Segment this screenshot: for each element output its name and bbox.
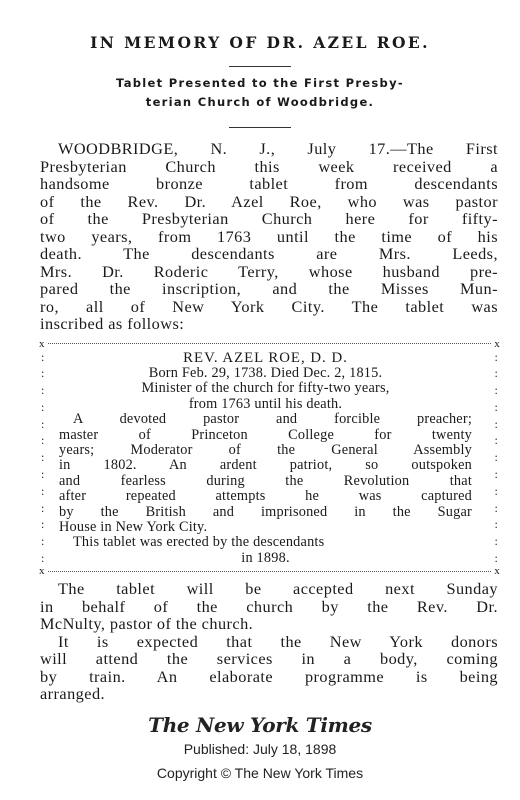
- article-lead-paragraph: [40, 140, 498, 333]
- tablet-text: [59, 351, 472, 567]
- side-mark: :: [41, 366, 45, 381]
- side-mark: :: [494, 517, 498, 532]
- side-mark: :: [494, 483, 498, 498]
- body-line: of the Rev. Dr. Azel Roe, who was pastor: [40, 191, 498, 211]
- corner-mark: x: [39, 565, 45, 578]
- corner-mark: x: [494, 337, 500, 350]
- tablet-tribute-line: years; Moderator of the General Assembly: [59, 441, 472, 458]
- body-line: in behalf of the church by the Rev. Dr.: [40, 596, 498, 616]
- dotted-rule: [48, 343, 492, 344]
- subhead-line: Tablet Presented to the First Presby-: [116, 76, 404, 90]
- body-line: McNulty, pastor of the church.: [40, 614, 254, 634]
- subhead-divider: [229, 127, 291, 128]
- published-date: Published: July 18, 1898: [183, 741, 337, 757]
- tablet-bottom-border: [39, 566, 500, 576]
- side-mark: :: [494, 534, 498, 549]
- tablet-tribute-line: in 1802. An ardent patriot, so outspoken: [59, 457, 472, 474]
- article-subhead: [0, 74, 520, 112]
- side-mark: :: [494, 450, 498, 465]
- tablet-tribute-line: and fearless during the Revolution that: [59, 472, 472, 489]
- side-mark: :: [494, 383, 498, 398]
- body-line: of the Presbyterian Church here for fifty-: [40, 209, 498, 228]
- side-mark: :: [41, 399, 45, 414]
- tablet-ministry-line: Minister of the church for fifty-two years,: [141, 380, 390, 397]
- tablet-inscription: [39, 339, 500, 577]
- body-line: ro, all of New York City. The tablet was: [40, 296, 498, 316]
- side-mark: :: [41, 517, 45, 532]
- body-line: two years, from 1763 until the time of his: [40, 226, 498, 246]
- body-line: death. The descendants are Mrs. Leeds,: [40, 244, 498, 263]
- body-line: pared the inscription, and the Misses Mun-: [40, 279, 498, 298]
- subhead-line: terian Church of Woodbridge.: [145, 95, 375, 109]
- headline-divider: [229, 66, 291, 67]
- body-line: Presbyterian Church this week received a: [40, 156, 498, 176]
- side-mark: :: [494, 416, 498, 431]
- body-line: Mrs. Dr. Roderic Terry, whose husband pre-: [40, 261, 498, 281]
- side-mark: :: [494, 433, 498, 448]
- side-mark: :: [494, 500, 498, 515]
- dotted-rule: [48, 571, 492, 572]
- tablet-tribute-line: after repeated attempts he was captured: [59, 488, 472, 505]
- tablet-top-border: [39, 339, 500, 349]
- tablet-left-border: [41, 351, 49, 565]
- body-line: The tablet will be accepted next Sunday: [58, 579, 498, 599]
- tablet-tribute-line: by the British and imprisoned in the Sugar: [59, 503, 472, 520]
- tablet-tribute-line: House in New York City.: [59, 518, 208, 535]
- side-mark: :: [41, 500, 45, 515]
- body-line: handsome bronze tablet from descendants: [40, 174, 498, 193]
- tablet-erected-line: This tablet was erected by the descendants: [73, 534, 325, 551]
- article-closing-paragraphs: [40, 580, 498, 703]
- side-mark: :: [494, 366, 498, 381]
- tablet-tribute-line: A devoted pastor and forcible preacher;: [73, 411, 472, 428]
- side-mark: :: [41, 551, 45, 566]
- corner-mark: x: [39, 337, 45, 350]
- side-mark: :: [41, 383, 45, 398]
- body-line: It is expected that the New York donors: [58, 631, 498, 651]
- body-line: will attend the services in a body, coming: [40, 649, 498, 669]
- tablet-tribute-line: master of Princeton College for twenty: [59, 426, 472, 443]
- side-mark: :: [41, 433, 45, 448]
- tablet-ministry-line: from 1763 until his death.: [188, 395, 343, 412]
- side-mark: :: [41, 416, 45, 431]
- side-mark: :: [41, 450, 45, 465]
- tablet-erected-line: in 1898.: [241, 549, 290, 566]
- tablet-right-border: [490, 351, 498, 565]
- article-headline: IN MEMORY OF DR. AZEL ROE.: [90, 33, 430, 52]
- copyright-notice: Copyright © The New York Times: [156, 765, 364, 781]
- tablet-dates: Born Feb. 29, 1738. Died Dec. 2, 1815.: [148, 364, 383, 381]
- newspaper-masthead: The New York Times: [148, 713, 372, 737]
- body-line: arranged.: [40, 684, 106, 704]
- side-mark: :: [41, 349, 45, 364]
- body-line: inscribed as follows:: [40, 314, 185, 333]
- body-line: by train. An elaborate programme is being: [40, 666, 498, 686]
- body-line: WOODBRIDGE, N. J., July 17.—The First: [58, 139, 498, 158]
- side-mark: :: [494, 399, 498, 414]
- side-mark: :: [494, 349, 498, 364]
- side-mark: :: [494, 551, 498, 566]
- side-mark: :: [494, 467, 498, 482]
- corner-mark: x: [494, 565, 500, 578]
- side-mark: :: [41, 534, 45, 549]
- side-mark: :: [41, 467, 45, 482]
- side-mark: :: [41, 483, 45, 498]
- tablet-title: REV. AZEL ROE, D. D.: [183, 349, 348, 366]
